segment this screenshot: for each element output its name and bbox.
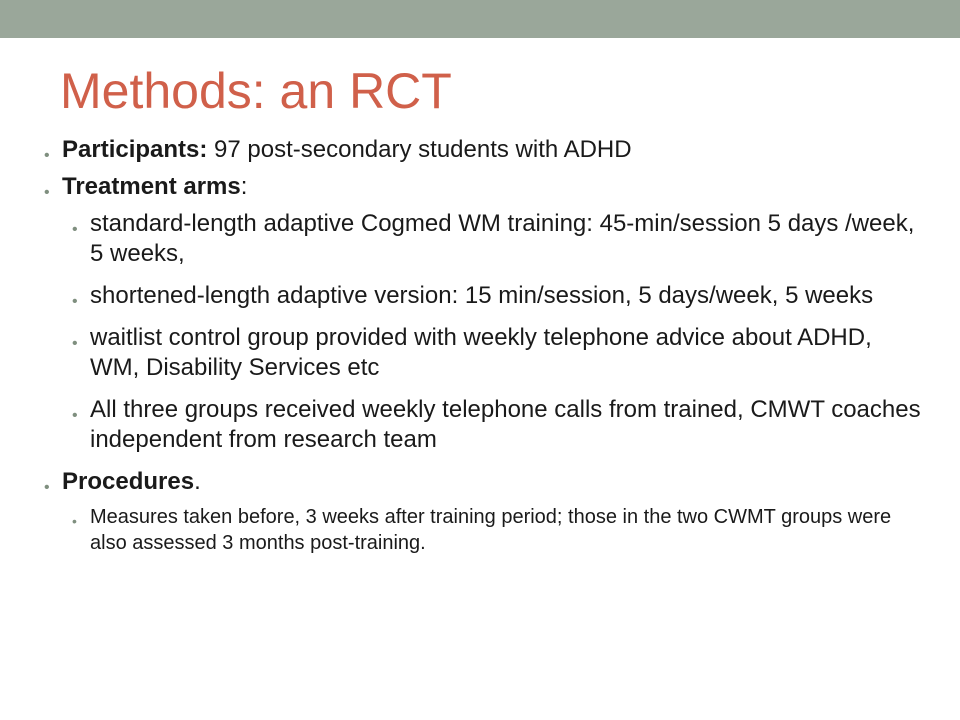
bullet-text: standard-length adaptive Cogmed WM training: 45-min/session 5 days /week, 5 weeks, (90, 210, 915, 267)
sub-bullet-all-groups (72, 395, 924, 455)
top-accent-bar (0, 0, 960, 38)
bullet-dot-icon: • (72, 513, 77, 529)
sub-bullet-waitlist (72, 323, 924, 383)
bullet-text: Measures taken before, 3 weeks after training period; those in the two CWMT groups were also assessed 3 months post-training. (90, 506, 892, 554)
sub-bullet-shortened-length (72, 281, 924, 311)
bullet-dot-icon: • (72, 407, 78, 424)
bullet-text: 97 post-secondary students with ADHD (207, 136, 632, 163)
sub-bullet-standard-length (72, 209, 924, 269)
bullet-text: : (240, 173, 248, 200)
bullet-dot-icon: • (72, 293, 78, 310)
bullet-heading: Procedures (62, 468, 195, 495)
bullet-text: waitlist control group provided with weekly telephone advice about ADHD, WM, Disability Services etc (90, 324, 872, 381)
bullet-participants (44, 135, 924, 165)
bullet-heading: Treatment arms (62, 173, 241, 200)
bullet-heading: Participants: (62, 136, 208, 163)
slide-body (44, 128, 924, 556)
bullet-text: All three groups received weekly telephone calls from trained, CMWT coaches independent from research team (90, 396, 921, 453)
bullet-dot-icon: • (44, 184, 50, 201)
bullet-text: . (194, 468, 201, 495)
sub-bullet-measures (72, 504, 924, 556)
bullet-treatment-arms (44, 172, 924, 202)
bullet-dot-icon: • (72, 335, 78, 352)
bullet-dot-icon: • (44, 479, 50, 496)
bullet-text: shortened-length adaptive version: 15 min/session, 5 days/week, 5 weeks (90, 282, 874, 309)
bullet-procedures (44, 467, 924, 497)
slide-title: Methods: an RCT (60, 63, 452, 119)
bullet-dot-icon: • (72, 221, 78, 238)
bullet-dot-icon: • (44, 147, 50, 164)
